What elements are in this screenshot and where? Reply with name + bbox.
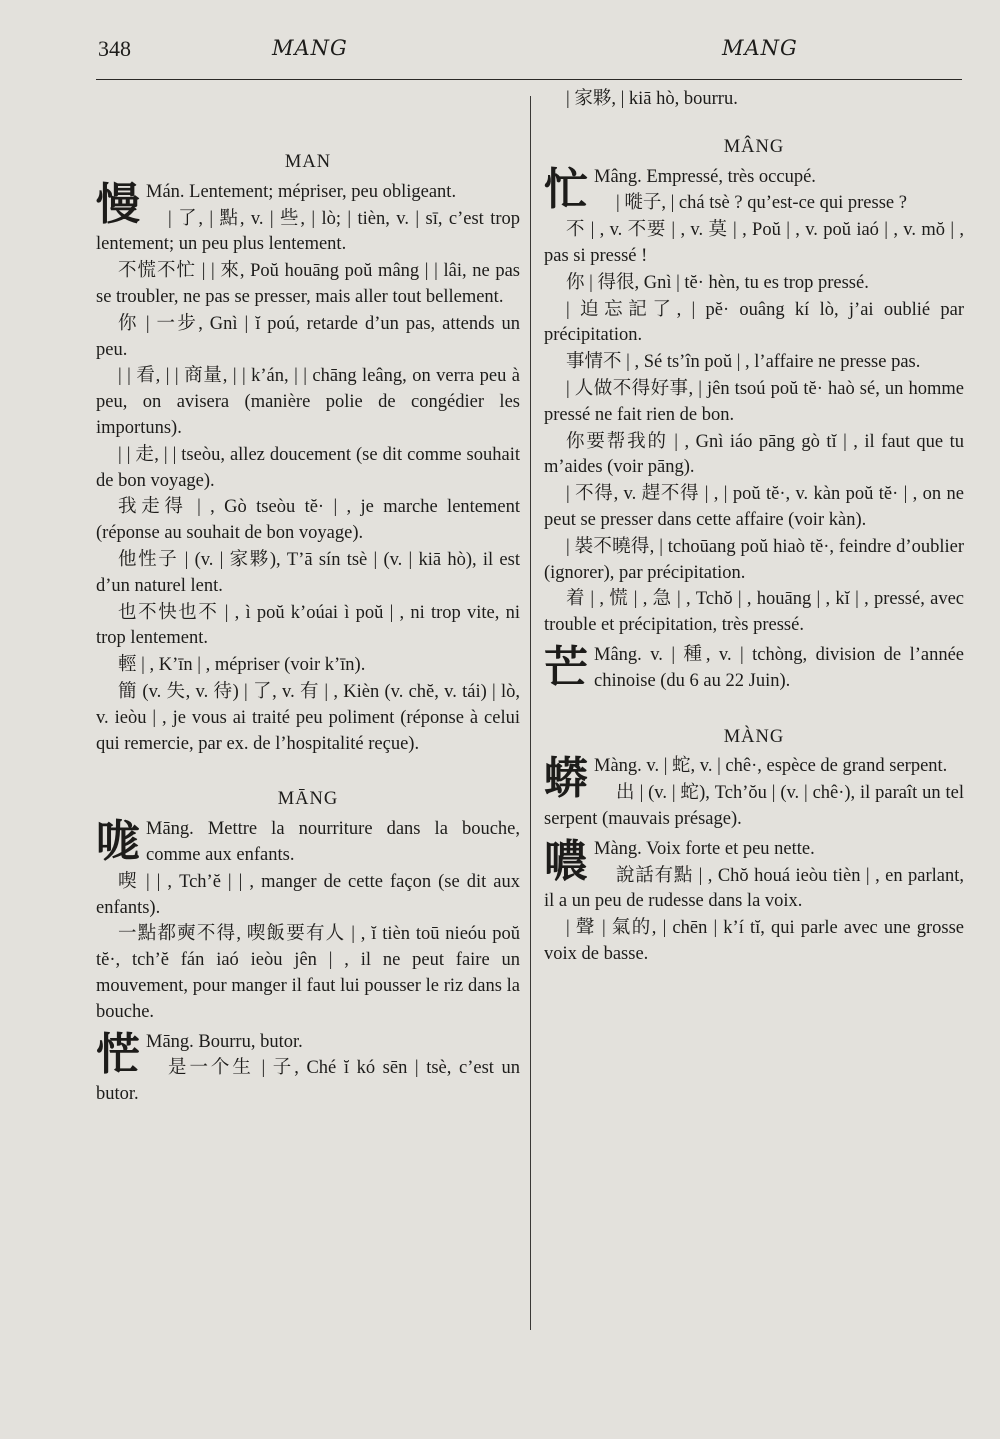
sub-entry: 是一个生 | 子, Ché ĭ kó sēn | tsè, c’est un butor. <box>96 1058 520 1105</box>
entry-definition: Mán. Lentement; mépriser, peu obligeant. <box>146 181 457 202</box>
sub-entry: | 迫忘記了, | pĕ· ouâng kí lò, j’ai oublié par précipitation. <box>544 299 964 346</box>
head-character: 蟒 <box>544 753 588 805</box>
sub-entry: | | 看, | | 商量, | | k’án, | | chāng leâng, on verra peu à peu, on avisera (manière polie de congédier les importuns). <box>96 366 520 438</box>
sub-entry: 着 | , 慌 | , 急 | , Tchŏ | , houāng | , kĭ | , pressé, avec trouble et précipitation, très pressé. <box>544 589 964 636</box>
section-heading: MĀNG <box>277 789 339 810</box>
running-head-right: MANG <box>722 36 798 60</box>
head-entry <box>96 178 520 230</box>
head-entry <box>96 1028 520 1080</box>
sub-entry: 喫 | | , Tch’ĕ | | , manger de cette façon (se dit aux enfants). <box>96 871 520 918</box>
sub-entry: 他性子 | (v. | 家夥), T’ā sín tsè | (v. | kiā hò), il est d’un naturel lent. <box>96 549 520 596</box>
entry-definition: Màng. v. | 蛇, v. | chê·, espèce de grand serpent. <box>594 756 948 777</box>
sub-entry: | 嘥子, | chá tsè ? qu’est-ce qui presse ? <box>616 193 907 214</box>
sub-entry: | 聲 | 氣的, | chēn | k’í tĭ, qui parle avec une grosse voix de basse. <box>544 918 964 964</box>
sub-entry: | 不得, v. 趕不得 | , | poŭ tĕ·, v. kàn poŭ tĕ· | , on ne peut se presser dans cette affaire (voir kàn). <box>544 484 964 530</box>
head-character: 芒 <box>544 641 588 693</box>
sub-entry: 簡 (v. 失, v. 待) | 了, v. 有 | , Kièn (v. chĕ, v. tái) | lò, v. ieòu | , je vous ai traité peu poliment (réponse à celui qui remercie, par ex. de l’hospitalité reçue). <box>96 681 520 754</box>
head-character: 忙 <box>544 163 588 215</box>
sub-entry: 也不快也不 | , ì poŭ k’oúai ì poŭ | , ni trop vite, ni trop lentement. <box>96 602 520 649</box>
entry-definition: Mâng. Empressé, très occupé. <box>594 166 816 187</box>
head-entry <box>544 643 964 695</box>
sub-entry: 不 | , v. 不要 | , v. 莫 | , Poŭ | , v. poŭ iaó | , v. mŏ | , pas si pressé ! <box>544 220 964 266</box>
spacer <box>96 757 520 779</box>
entry-definition: Mâng. v. | 種, v. | tchòng, division de l’année chinoise (du 6 au 22 Juin). <box>594 644 964 691</box>
sub-entry: 不慌不忙 | | 來, Poŭ houāng poŭ mâng | | lâi, ne pas se troubler, ne pas se presser, mais aller tout bellement. <box>96 261 520 307</box>
sub-entry: 你要帮我的 | , Gnì iáo pāng gò tĭ | , il faut que tu m’aides (voir pāng). <box>544 431 964 478</box>
sub-entry: 事情不 | , Sé ts’în poŭ | , l’affaire ne presse pas. <box>566 352 921 373</box>
page-number: 348 <box>98 36 131 61</box>
head-character: 噥 <box>544 835 588 887</box>
entry-definition: Māng. Mettre la nourriture dans la bouche, comme aux enfants. <box>146 819 520 865</box>
sub-entry: | 家夥, | kiā hò, bourru. <box>566 89 738 109</box>
entry-definition: Māng. Bourru, butor. <box>146 1031 303 1052</box>
sub-entry: 你 | 一步, Gnì | ĭ poú, retarde d’un pas, attends un peu. <box>96 313 520 360</box>
head-character: 哤 <box>96 816 140 868</box>
entry-definition: Màng. Voix forte et peu nette. <box>594 838 815 859</box>
sub-entry: | 裝不曉得, | tchoūang poŭ hiaò tĕ·, feindre d’oublier (ignorer), par précipitation. <box>544 536 964 583</box>
header-rule <box>96 79 962 80</box>
running-head-left: MANG <box>272 36 348 60</box>
sub-entry: | 了, | 點, v. | 些, | lò; | tièn, v. | sī, c’est trop lentement; un peu plus lentement. <box>96 208 520 255</box>
head-character: 慢 <box>96 178 140 230</box>
spacer <box>96 86 520 142</box>
column-divider <box>530 96 531 1330</box>
spacer <box>544 113 964 127</box>
right-column <box>544 86 964 968</box>
sub-entry: 一點都奭不得, 喫飯要有人 | , ĭ tièn toū nieóu poŭ tĕ·, tch’ĕ fán iaó ieòu jên | , il ne peut faire un mouvement, pour manger il faut lui pousser le riz dans la bouche. <box>96 924 520 1022</box>
sub-entry: | 人做不得好事, | jên tsoú poŭ tĕ· haò sé, un homme pressé ne fait rien de bon. <box>544 378 964 425</box>
head-entry <box>96 817 520 869</box>
section-heading: MÀNG <box>723 726 785 747</box>
sub-entry: 你 | 得很, Gnì | tĕ· hèn, tu es trop pressé. <box>566 272 869 293</box>
left-column <box>96 86 520 1108</box>
head-character: 恾 <box>96 1028 140 1080</box>
head-entry <box>544 753 964 805</box>
spacer <box>544 695 964 717</box>
section-heading: MÂNG <box>723 136 785 157</box>
head-entry <box>544 835 964 887</box>
section-heading: MAN <box>284 152 332 172</box>
sub-entry: 出 | (v. | 蛇), Tch’ŏu | (v. | chê·), il paraît un tel serpent (mauvais présage). <box>544 783 964 829</box>
sub-entry: 我走得 | , Gò tseòu tĕ· | , je marche lentement (réponse au souhait de bon voyage). <box>96 497 520 544</box>
sub-entry: 輕 | , K’īn | , mépriser (voir k’īn). <box>118 655 366 676</box>
sub-entry: 說話有點 | , Chŏ houá ieòu tièn | , en parlant, il a un peu de rudesse dans la voix. <box>544 865 964 912</box>
sub-entry: | | 走, | | tseòu, allez doucement (se dit comme souhait de bon voyage). <box>96 444 520 491</box>
